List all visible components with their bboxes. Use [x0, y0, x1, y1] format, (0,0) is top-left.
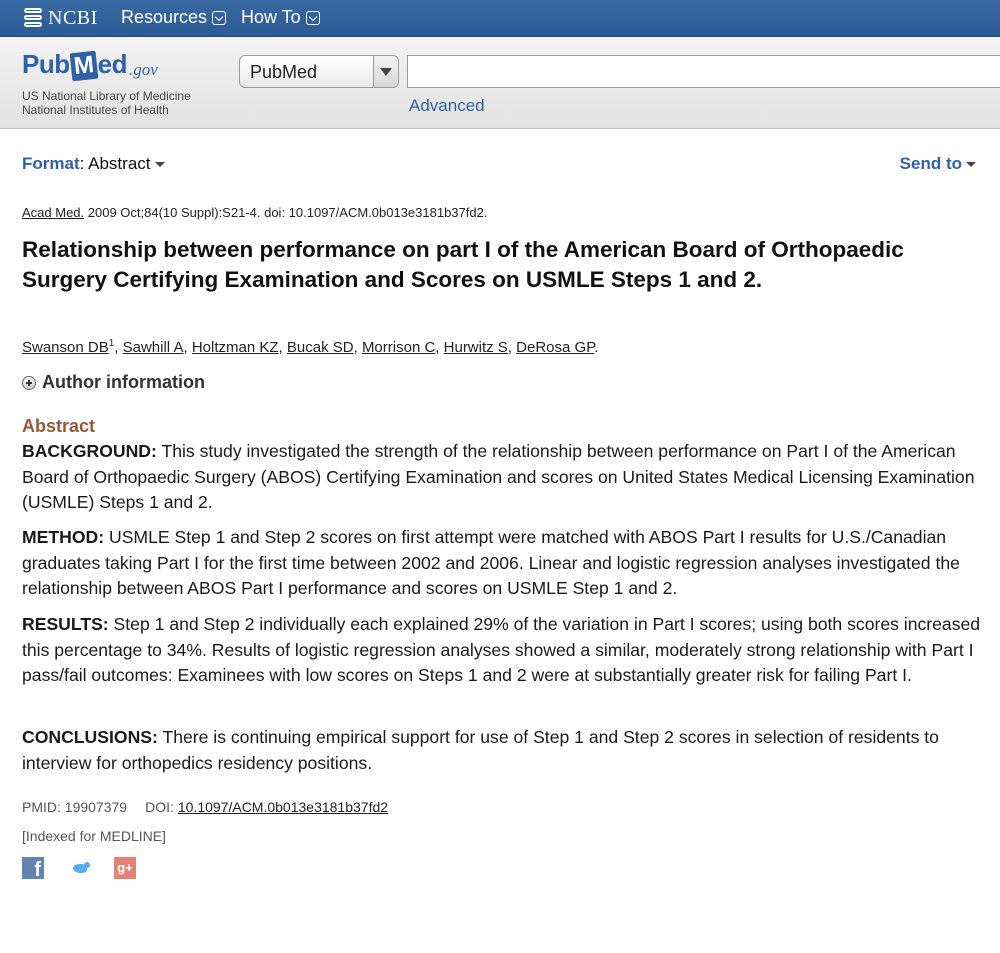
nav-how-to[interactable] [241, 7, 320, 28]
social-share [22, 857, 136, 879]
author-information-label: Author information [42, 372, 205, 392]
nav-how-to-label: How To [241, 7, 301, 27]
ncbi-logo-text: NCBI [48, 6, 98, 29]
author-link[interactable]: Bucak SD [286, 339, 354, 356]
abstract-results [22, 612, 982, 689]
chevron-down-icon [212, 11, 226, 25]
nlm-subtitle: US National Library of Medicine [22, 89, 191, 103]
citation-details: 2009 Oct;84(10 Suppl):S21-4. doi: 10.1097/ACM.0b013e3181b37fd2. [84, 205, 488, 220]
dropdown-arrow-icon [373, 56, 398, 87]
author-link[interactable]: Morrison C [361, 339, 436, 356]
abstract-conclusions [22, 725, 982, 776]
format-colon: : [79, 154, 89, 173]
section-label: RESULTS: [22, 614, 109, 634]
doi-label: DOI: [145, 799, 174, 815]
section-label: METHOD: [22, 527, 105, 547]
section-text: Step 1 and Step 2 individually each explained 29% of the variation in Part I scores; using both scores increased this percentage to 34%. Results of logistic regression analyses showed a similar, moderately strong relationship with Part I pass/fail outcomes: Examinees with low scores on Steps 1 and 2 were at substantially greater risk for failing Part I. [22, 614, 981, 685]
author-link[interactable]: Swanson DB [22, 339, 109, 356]
abstract-background [22, 439, 982, 516]
format-label: Format [22, 154, 80, 173]
pubmed-logo[interactable] [22, 49, 158, 80]
facebook-icon[interactable]: f [22, 857, 44, 879]
format-selector[interactable] [22, 154, 165, 174]
format-value: Abstract [88, 154, 151, 173]
chevron-down-icon [306, 11, 320, 25]
logo-pub: Pub [22, 49, 70, 79]
ncbi-top-bar [0, 0, 1000, 37]
author-link[interactable]: Hurwitz S [443, 339, 508, 356]
nih-subtitle: National Institutes of Health [22, 103, 169, 117]
abstract-method [22, 525, 982, 602]
logo-gov: .gov [128, 60, 158, 79]
caret-down-icon [155, 162, 165, 167]
author-affiliation-sup: 1 [108, 338, 115, 349]
author-link[interactable]: DeRosa GP [516, 339, 595, 356]
pmid: PMID: 19907379 [22, 799, 128, 815]
twitter-icon[interactable] [70, 857, 92, 879]
indexed-for-medline: [Indexed for MEDLINE] [22, 828, 166, 844]
journal-link[interactable]: Acad Med. [22, 205, 85, 220]
logo-med: ed [97, 49, 127, 79]
identifiers [22, 799, 388, 815]
author-information-toggle[interactable] [22, 372, 205, 393]
section-text: There is continuing empirical support for use of Step 1 and Step 2 scores in selection of residents to interview for orthopedics residency positions. [22, 727, 939, 773]
database-select-value: PubMed [250, 62, 318, 82]
send-to-menu[interactable] [900, 154, 976, 174]
caret-down-icon [966, 162, 976, 167]
search-input[interactable] [407, 55, 1000, 88]
ncbi-helix-icon [22, 7, 44, 29]
author-link[interactable]: Sawhill A [122, 339, 184, 356]
article-title: Relationship between performance on part I of the American Board of Orthopaedic Surgery Certifying Examination and Scores on USMLE Steps 1 and 2. [22, 237, 904, 292]
section-label: CONCLUSIONS: [22, 727, 158, 747]
nav-resources-label: Resources [121, 7, 208, 27]
citation [22, 205, 487, 220]
advanced-search-link[interactable]: Advanced [409, 96, 485, 115]
ncbi-logo[interactable] [22, 6, 98, 30]
author-link[interactable]: Holtzman KZ [191, 339, 279, 356]
google-plus-icon[interactable]: g+ [114, 857, 136, 879]
doi-link[interactable]: 10.1097/ACM.0b013e3181b37fd2 [177, 799, 389, 815]
abstract-heading: Abstract [22, 416, 96, 436]
send-to-label: Send to [899, 154, 962, 173]
plus-circle-icon [22, 376, 36, 390]
logo-m: M [69, 51, 98, 82]
section-text: USMLE Step 1 and Step 2 scores on first attempt were matched with ABOS Part I results for U.S./Canadian graduates taking Part I for the first time between 2002 and 2006. Linear and logistic regression analyses investigated the relationship between ABOS Part I performance and scores on USMLE Step 1 and 2. [22, 527, 960, 598]
database-select[interactable] [239, 55, 399, 88]
pubmed-header [0, 37, 1000, 129]
author-list: Swanson $DB^1$, Sawhill A, Holtzman KZ, Bucak SD, Morrison C, Hurwitz S, DeRosa GP. [22, 338, 599, 356]
nav-resources[interactable] [121, 7, 226, 28]
section-label: BACKGROUND: [22, 441, 157, 461]
section-text: This study investigated the strength of the relationship between performance on Part I of the American Board of Orthopaedic Surgery (ABOS) Certifying Examination and scores on United States Medical Licensing Examination (USMLE) Steps 1 and 2. [22, 441, 975, 512]
